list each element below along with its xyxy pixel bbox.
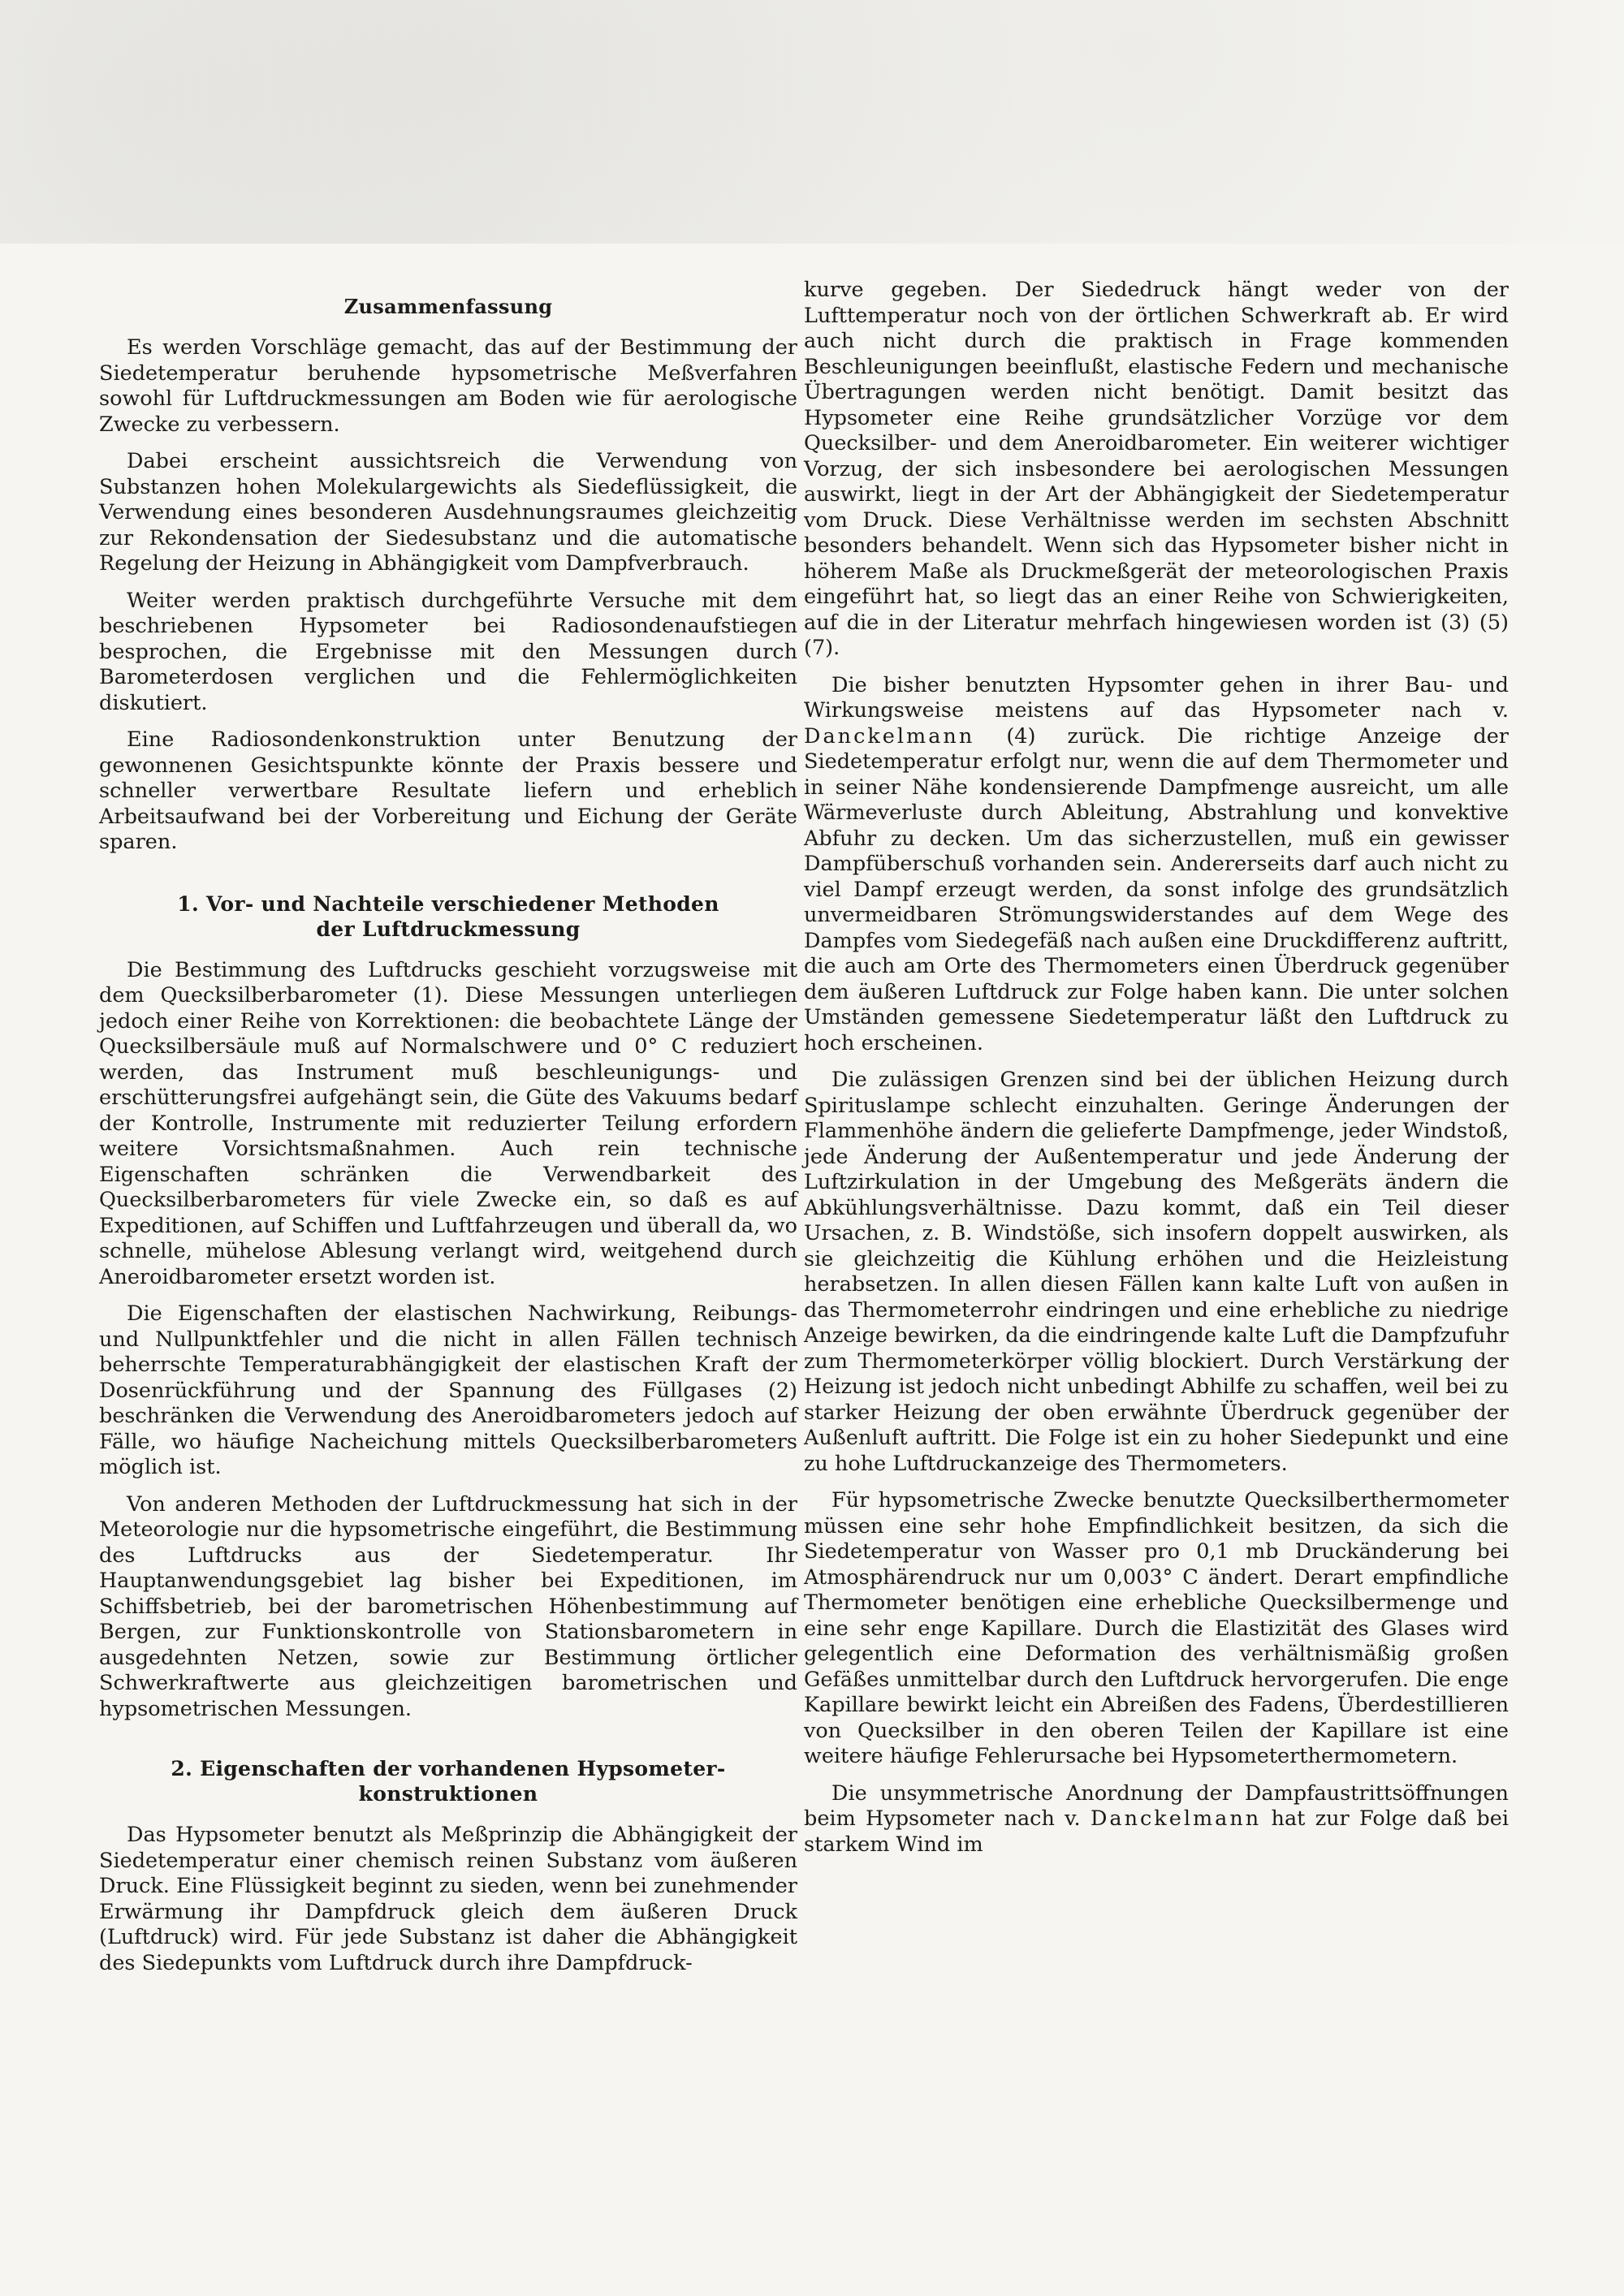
section-2-heading-line1: 2. Eigenschaften der vorhandenen Hypsometer- <box>171 1757 726 1780</box>
abstract-heading: Zusammenfassung <box>343 295 553 318</box>
body-paragraph: Für hypsometrische Zwecke benutzte Quecksilberthermometer müssen eine sehr hohe Empfindlichkeit besitzen, da sich die Siedetemperatur von Wasser pro 0,1 mb Druckänderung bei Atmosphärendruck nur um 0,003° C ändert. Derart empfindliche Thermometer benötigen eine erhebliche Quecksilbermenge und eine sehr enge Kapillare. Durch die Elastizität des Glases wird gelegentlich eine Deformation des verhältnismäßig großen Gefäßes unmittelbar durch den Luftdruck hervorgerufen. Die enge Kapillare bewirkt leicht ein Abreißen des Fadens, Überdestillieren von Quecksilber in den oberen Teilen der Kapillare ist eine weitere häufige Fehlerursache bei Hypsometerthermometern. <box>804 1488 1509 1768</box>
abstract-paragraph: Es werden Vorschläge gemacht, das auf der Bestimmung der Siedetemperatur beruhende hypsometrische Meßverfahren sowohl für Luftdruckmessungen am Boden wie für aerologische Zwecke zu verbessern. <box>99 335 797 437</box>
section-2-paragraph: Das Hypsometer benutzt als Meßprinzip die Abhängigkeit der Siedetemperatur einer chemisch reinen Substanz vom äußeren Druck. Eine Flüssigkeit beginnt zu sieden, wenn bei zunehmender Erwärmung ihr Dampfdruck gleich dem äußeren Druck (Luftdruck) wird. Für jede Substanz ist daher die Abhängigkeit des Siedepunkts vom Luftdruck durch ihre Dampfdruck- <box>99 1823 797 1975</box>
text-run: Die unsymmetrische Anordnung der Dampfaustrittsöffnungen beim Hypsometer nach v. <box>804 1780 1509 1831</box>
scan-noise <box>0 0 1624 244</box>
section-1-heading <box>99 891 797 942</box>
right-column <box>804 278 1509 1869</box>
section-1-paragraph: Die Bestimmung des Luftdrucks geschieht vorzugsweise mit dem Quecksilberbarometer (1). Diese Messungen unterliegen jedoch einer Reihe von Korrektionen: die beobachtete Länge der Quecksilbersäule muß auf Normalschwere und 0° C reduziert werden, das Instrument muß beschleunigungs- und erschütterungsfrei aufgehängt sein, die Güte des Vakuums bedarf der Kontrolle, Instrumente mit reduzierter Teilung erfordern weitere Vorsichtsmaßnahmen. Auch rein technische Eigenschaften schränken die Verwendbarkeit des Quecksilberbarometers für viele Zwecke ein, so daß es auf Expeditionen, auf Schiffen und Luftfahrzeugen und überall da, wo schnelle, mühelose Ablesung verlangt wird, weitgehend durch Aneroidbarometer ersetzt worden ist. <box>99 957 797 1289</box>
text-run: hat zur Folge daß bei starkem Wind im <box>804 1806 1509 1857</box>
body-paragraph: Die zulässigen Grenzen sind bei der üblichen Heizung durch Spirituslampe schlecht einzuhalten. Geringe Änderungen der Flammenhöhe ändern die gelieferte Dampfmenge, jeder Windstoß, jede Änderung der Außentemperatur und jede Änderung der Luftzirkulation in der Umgebung des Meßgeräts ändern die Abkühlungsverhältnisse. Dazu kommt, daß ein Teil dieser Ursachen, z. B. Windstöße, sich insofern doppelt auswirken, als sie gleichzeitig die Kühlung erhöhen und die Heizleistung herabsetzen. In allen diesen Fällen kann kalte Luft von außen in das Thermometerrohr eindringen und eine erhebliche zu niedrige Anzeige bewirken, da die eindringende kalte Luft die Dampfzufuhr zum Thermometerkörper völlig blockiert. Durch Verstärkung der Heizung ist jedoch nicht unbedingt Abhilfe zu schaffen, weil bei zu starker Heizung der oben erwähnte Überdruck gegenüber der Außenluft auftritt. Die Folge ist ein zu hoher Siedepunkt und eine zu hohe Luftdruckanzeige des Thermometers. <box>804 1068 1509 1476</box>
left-column <box>99 294 797 1987</box>
continuation-paragraph: kurve gegeben. Der Siededruck hängt weder von der Lufttemperatur noch von der örtlichen Schwerkraft ab. Er wird auch nicht durch die praktisch in Frage kommenden Beschleunigungen beeinflußt, elastische Federn und mechanische Übertragungen werden nicht benötigt. Damit besitzt das Hypsometer eine Reihe grundsätzlicher Vorzüge vor dem Quecksilber- und dem Aneroidbarometer. Ein weiterer wichtiger Vorzug, der sich insbesondere bei aerologischen Messungen auswirkt, liegt in der Art der Abhängigkeit der Siedetemperatur vom Druck. Diese Verhältnisse werden im sechsten Abschnitt besonders behandelt. Wenn sich das Hypsometer bisher nicht in höherem Maße als Druckmeßgerät der meteorologischen Praxis eingeführt hat, so liegt das an einer Reihe von Schwierigkeiten, auf die in der Literatur mehrfach hingewiesen worden ist (3) (5) (7). <box>804 278 1509 660</box>
section-1-paragraph: Die Eigenschaften der elastischen Nachwirkung, Reibungs- und Nullpunktfehler und die nicht in allen Fällen technisch beherrschte Temperaturabhängigkeit der elastischen Kraft der Dosenrückführung und der Spannung des Füllgases (2) beschränken die Verwendung des Aneroidbarometers jedoch auf Fälle, wo häufige Nacheichung mittels Quecksilberbarometers möglich ist. <box>99 1301 797 1479</box>
body-paragraph <box>804 1781 1509 1858</box>
body-paragraph <box>804 673 1509 1057</box>
abstract-paragraph: Eine Radiosondenkonstruktion unter Benutzung der gewonnenen Gesichtspunkte könnte der Praxis bessere und schneller verwertbare Resultate liefern und erheblich Arbeitsaufwand bei der Vorbereitung und Eichung der Geräte sparen. <box>99 727 797 854</box>
text-run: Die bisher benutzten Hypsomter gehen in ihrer Bau- und Wirkungsweise meistens auf das Hypsometer nach v. <box>804 672 1509 723</box>
section-1-heading-line1: 1. Vor- und Nachteile verschiedener Methoden <box>177 891 719 916</box>
section-1-paragraph: Von anderen Methoden der Luftdruckmessung hat sich in der Meteorologie nur die hypsometrische eingeführt, die Bestimmung des Luftdrucks aus der Siedetemperatur. Ihr Hauptanwendungsgebiet lag bisher bei Expeditionen, im Schiffsbetrieb, bei der barometrischen Höhenbestimmung auf Bergen, zur Funktionskontrolle von Stationsbarometern in ausgedehnten Netzen, sowie zur Bestimmung örtlicher Schwerkraftwerte aus gleichzeitigen barometrischen und hypsometrischen Messungen. <box>99 1491 797 1721</box>
section-2-heading <box>99 1756 797 1806</box>
author-name: Danckelmann <box>804 723 975 749</box>
section-2-heading-line2: konstruktionen <box>358 1782 538 1806</box>
section-1-heading-line2: der Luftdruckmessung <box>316 917 581 941</box>
abstract-paragraph: Dabei erscheint aussichtsreich die Verwendung von Substanzen hohen Molekulargewichts als Siedeflüssigkeit, die Verwendung eines besonderen Ausdehnungsraumes gleichzeitig zur Rekondensation der Siedesubstanz und die automatische Regelung der Heizung in Abhängigkeit vom Dampfverbrauch. <box>99 449 797 576</box>
author-name: Danckelmann <box>1090 1806 1262 1831</box>
abstract-paragraph: Weiter werden praktisch durchgeführte Versuche mit dem beschriebenen Hypsometer bei Radiosondenaufstiegen besprochen, die Ergebnisse mit den Messungen durch Barometerdosen verglichen und die Fehlermöglichkeiten diskutiert. <box>99 588 797 715</box>
text-run: (4) zurück. Die richtige Anzeige der Siedetemperatur erfolgt nur, wenn die auf dem Thermometer und in seiner Nähe kondensierende Dampfmenge ausreicht, um alle Wärmeverluste durch Ableitung, Abstrahlung und konvektive Abfuhr zu decken. Um das sicherzustellen, muß ein gewisser Dampfüberschuß vorhanden sein. Andererseits darf auch nicht zu viel Dampf erzeugt werden, da sonst infolge des grundsätzlich unvermeidbaren Strömungswiderstandes auf dem Wege des Dampfes vom Siedegefäß nach außen eine Druckdifferenz auftritt, die auch am Orte des Thermometers einen Überdruck gegenüber dem äußeren Luftdruck zur Folge haben kann. Die unter solchen Umständen gemessene Siedetemperatur läßt den Luftdruck zu hoch erscheinen. <box>804 723 1509 1055</box>
